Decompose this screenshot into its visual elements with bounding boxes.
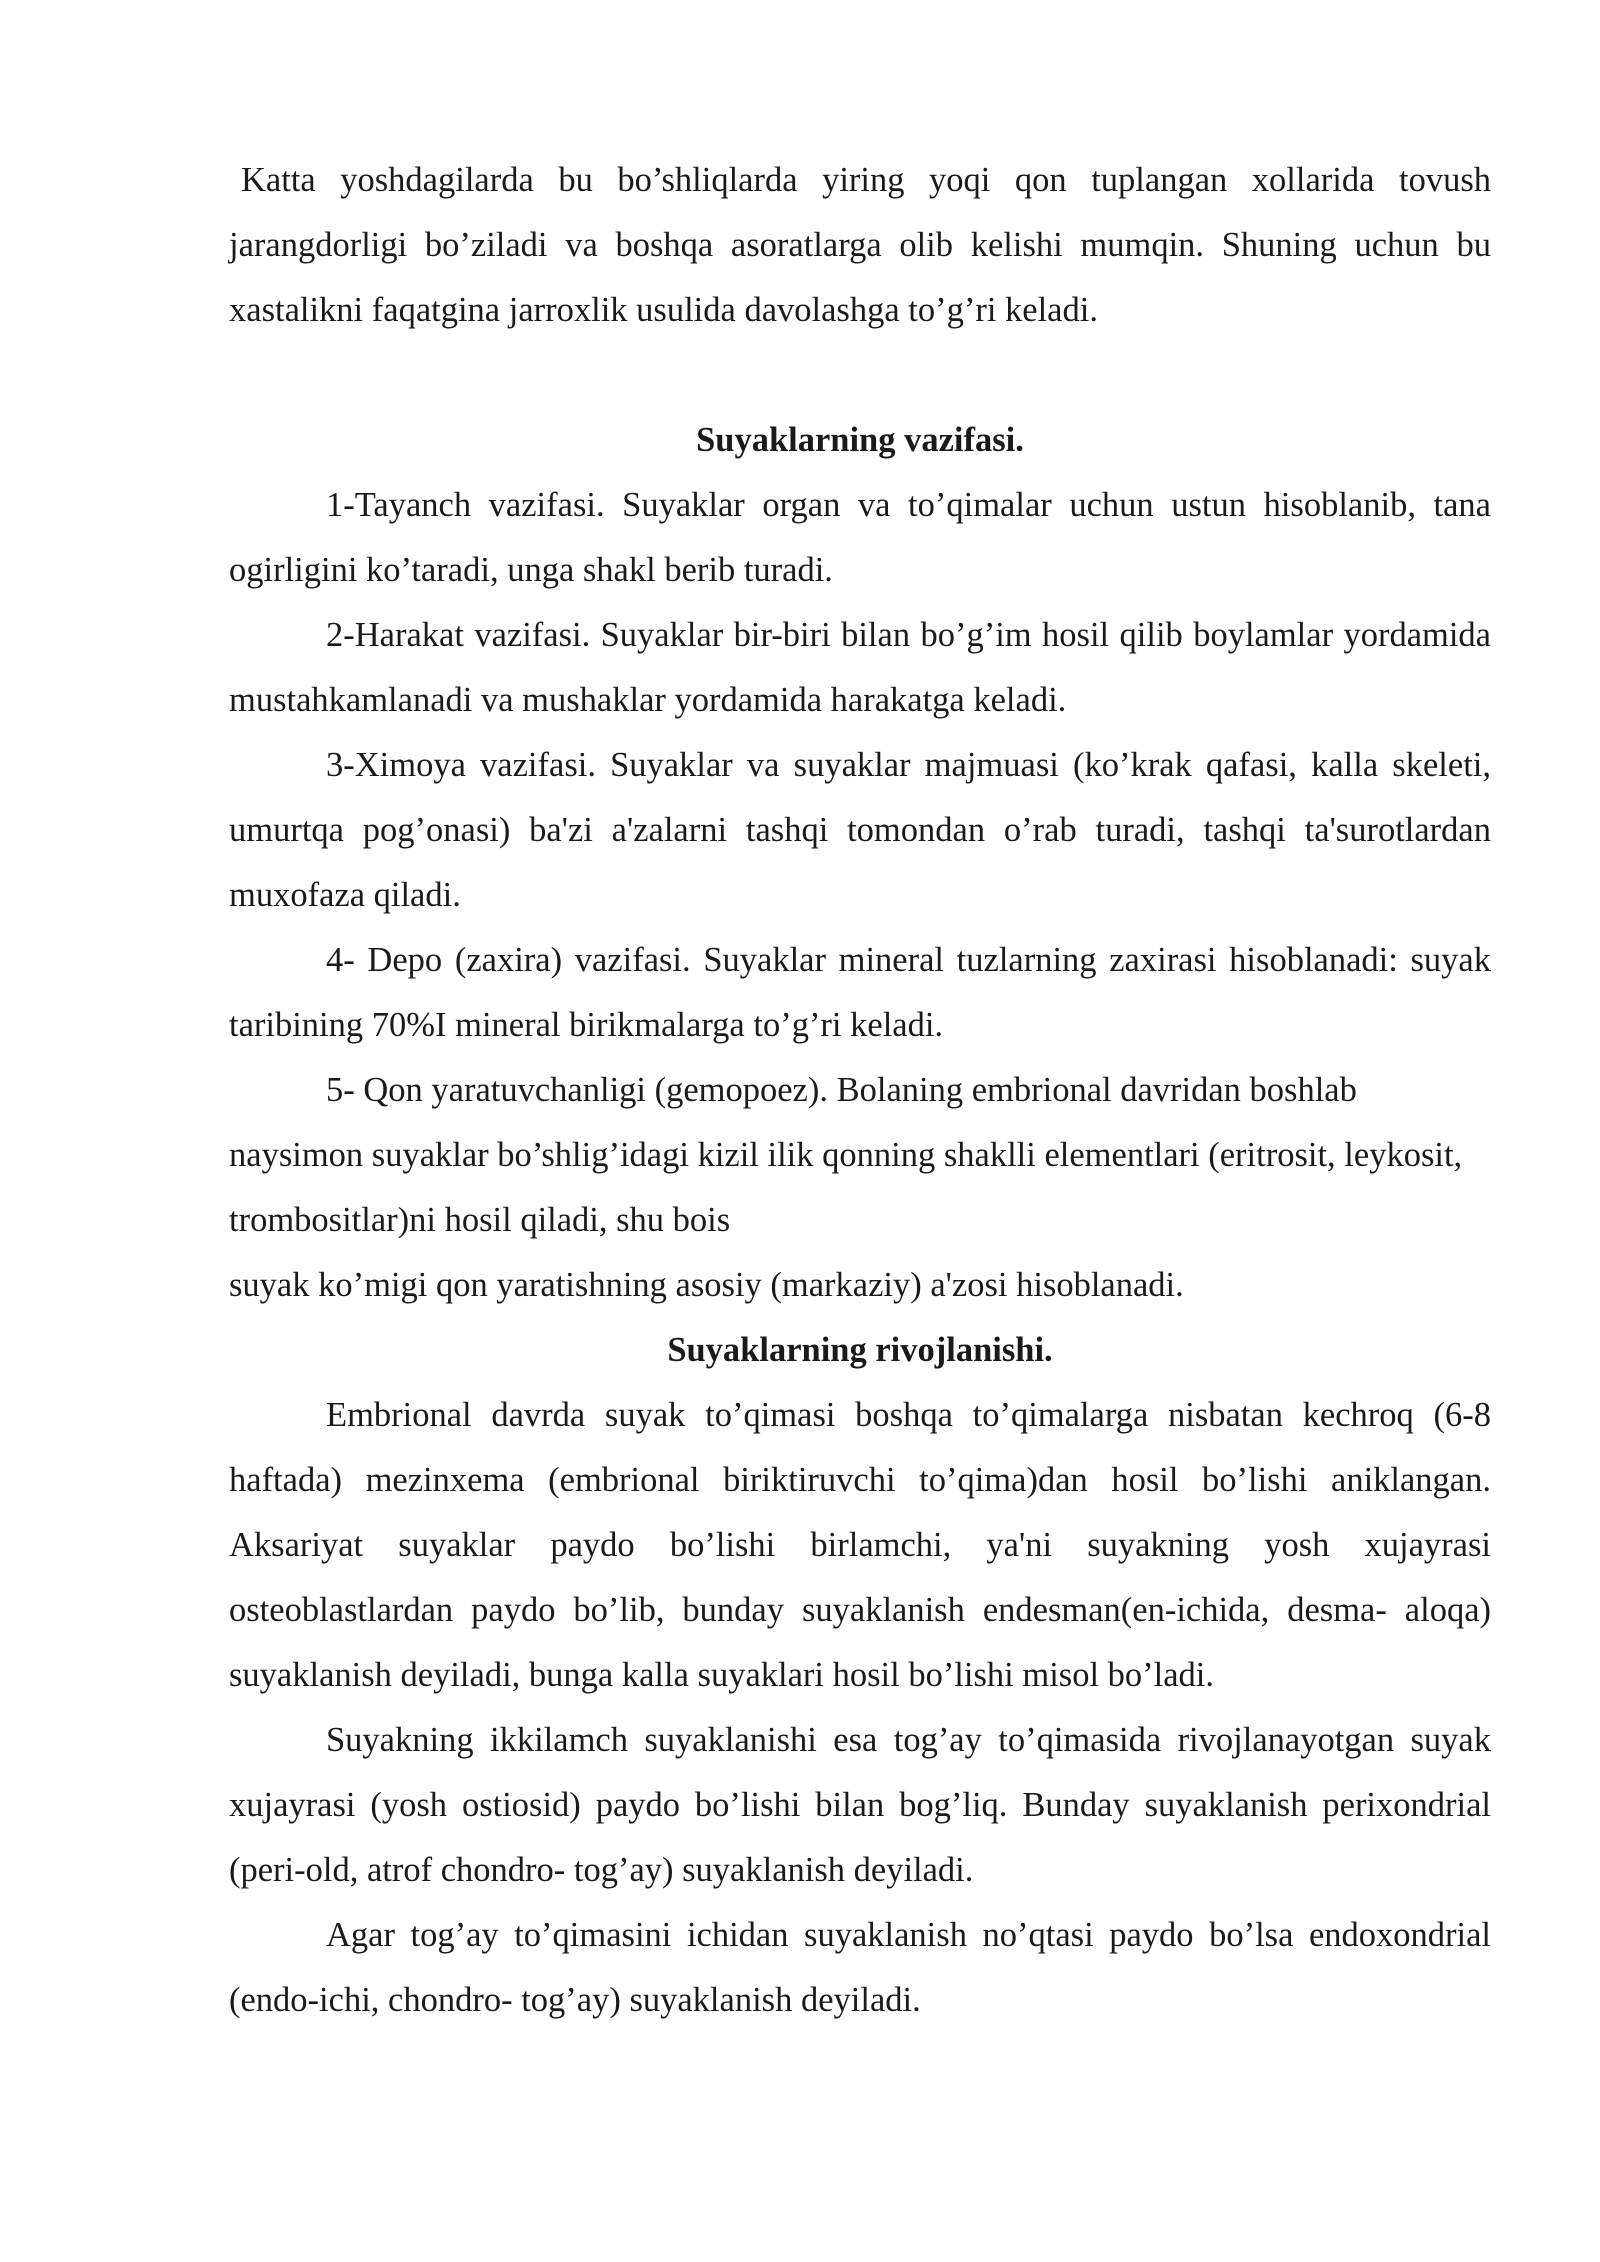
intro-paragraph: Katta yoshdagilarda bu bo’shliqlarda yiring yoqi qon tuplangan xollarida tovush jarangdorligi bo’ziladi va boshqa asoratlarga olib kelishi mumqin. Shuning uchun bu xastalikni faqatgina jarroxlik usulida davolashga to’g’ri keladi.	[229, 161, 1491, 329]
document-page	[229, 148, 1491, 2033]
function-item-support: 1-Tayanch vazifasi. Suyaklar organ va to’qimalar uchun ustun hisoblanib, tana ogirligini ko’taradi, unga shakl berib turadi.	[229, 486, 1491, 589]
development-paragraph-endochondral: Agar tog’ay to’qimasini ichidan suyaklanish no’qtasi paydo bo’lsa endoxondrial (endo-ichi, chondro- tog’ay) suyaklanish deyiladi.	[229, 1916, 1491, 2019]
function-item-hematopoiesis: 5- Qon yaratuvchanligi (gemopoez). Bolaning embrional davridan boshlab naysimon suyaklar bo’shlig’idagi kizil ilik qonning shaklli elementlari (eritrosit, leykosit, trombositlar)ni hosil qiladi, shu bois	[229, 1071, 1463, 1239]
function-item-depot: 4- Depo (zaxira) vazifasi. Suyaklar mineral tuzlarning zaxirasi hisoblanadi: suyak taribining 70%I mineral birikmalarga to’g’ri keladi.	[229, 941, 1491, 1044]
spacer	[229, 343, 1491, 408]
function-item-protection: 3-Ximoya vazifasi. Suyaklar va suyaklar majmuasi (ko’krak qafasi, kalla skeleti, umurtqa pog’onasi) ba'zi a'zalarni tashqi tomondan o’rab turadi, tashqi ta'surotlardan muxofaza qiladi.	[229, 746, 1491, 914]
function-item-continuation: suyak ko’migi qon yaratishning asosiy (markaziy) a'zosi hisoblanadi.	[229, 1266, 1184, 1304]
development-paragraph-primary: Embrional davrda suyak to’qimasi boshqa to’qimalarga nisbatan kechroq (6-8 haftada) mezinxema (embrional biriktiruvchi to’qima)dan hosil bo’lishi aniklangan. Aksariyat suyaklar paydo bo’lishi birlamchi, ya'ni suyakning yosh xujayrasi osteoblastlardan paydo bo’lib, bunday suyaklanish endesman(en-ichida, desma- aloqa) suyaklanish deyiladi, bunga kalla suyaklari hosil bo’lishi misol bo’ladi.	[229, 1396, 1491, 1694]
section-heading-functions: Suyaklarning vazifasi.	[696, 421, 1024, 459]
section-heading-development: Suyaklarning rivojlanishi.	[667, 1331, 1053, 1369]
development-paragraph-secondary: Suyakning ikkilamch suyaklanishi esa tog’ay to’qimasida rivojlanayotgan suyak xujayrasi (yosh ostiosid) paydo bo’lishi bilan bog’liq. Bunday suyaklanish perixondrial (peri-old, atrof chondro- tog’ay) suyaklanish deyiladi.	[229, 1721, 1491, 1889]
function-item-movement: 2-Harakat vazifasi. Suyaklar bir-biri bilan bo’g’im hosil qilib boylamlar yordamida mustahkamlanadi va mushaklar yordamida harakatga keladi.	[229, 616, 1491, 719]
